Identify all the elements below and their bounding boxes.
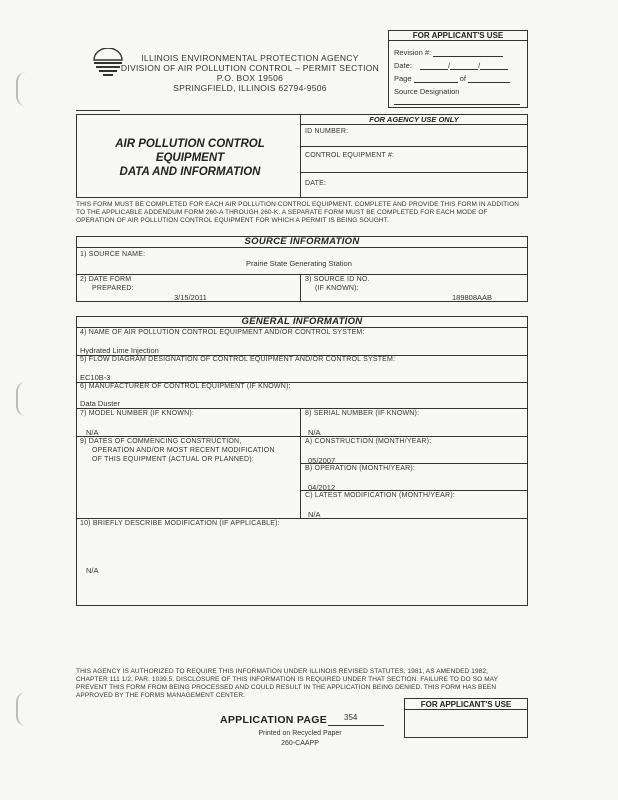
q9a-value[interactable]: 05/2007 (308, 456, 336, 465)
instructions-line3: OPERATION OF AIR POLLUTION CONTROL EQUIPMENT FOR WHICH A PERMIT IS BEING SOUGHT. (76, 217, 389, 224)
agency-name: ILLINOIS ENVIRONMENTAL PROTECTION AGENCY (141, 53, 359, 63)
q9-label-line2: OPERATION AND/OR MOST RECENT MODIFICATION (92, 447, 275, 454)
q9a-label: A) CONSTRUCTION (MONTH/YEAR): (305, 438, 432, 445)
source-id-value[interactable]: 189808AAB (452, 293, 493, 302)
general-information-header: GENERAL INFORMATION (76, 316, 528, 328)
q6-label: 6) MANUFACTURER OF CONTROL EQUIPMENT (IF KNOWN): (80, 383, 291, 390)
form-number: 260-CAAPP (281, 740, 319, 747)
source-name-value[interactable]: Prairie State Generating Station (246, 259, 352, 268)
agency-date-label: DATE: (305, 180, 327, 187)
form-title-line3: DATA AND INFORMATION (119, 166, 261, 178)
page-field[interactable] (414, 82, 458, 83)
q9c-label: C) LATEST MODIFICATION (MONTH/YEAR): (305, 492, 455, 499)
divider (76, 408, 528, 409)
hole-punch-mark (16, 72, 28, 106)
date-form-prepared-value[interactable]: 3/15/2011 (174, 293, 207, 302)
authority-line3: PREVENT THIS FORM FROM BEING PROCESSED AND COULD RESULT IN THE APPLICATION BEING DENIED. THIS FORM HAS BEEN (76, 684, 497, 691)
instructions-line1: THIS FORM MUST BE COMPLETED FOR EACH AIR POLLUTION CONTROL EQUIPMENT. COMPLETE AND PROVIDE THIS FORM IN ADDITION (76, 201, 520, 208)
instructions-line2: TO THE APPLICABLE ADDENDUM FORM 260-A THROUGH 260-K. A SEPARATE FORM MUST BE COMPLETED FOR EACH MODE OF (76, 209, 488, 216)
q5-label: 5) FLOW DIAGRAM DESIGNATION OF CONTROL EQUIPMENT AND/OR CONTROL SYSTEM: (80, 356, 396, 363)
q4-label: 4) NAME OF AIR POLLUTION CONTROL EQUIPMENT AND/OR CONTROL SYSTEM: (80, 329, 365, 336)
page-of-field[interactable] (468, 82, 510, 83)
agency-division: DIVISION OF AIR POLLUTION CONTROL – PERMIT SECTION (120, 63, 380, 73)
q9b-label: B) OPERATION (MONTH/YEAR): (305, 465, 416, 472)
divider (300, 114, 301, 198)
date-label: Date: / / (394, 61, 508, 70)
divider (76, 110, 120, 111)
application-page-value[interactable]: 354 (344, 713, 358, 722)
divider (300, 463, 528, 464)
applicant-use-title: FOR APPLICANT'S USE (388, 31, 528, 41)
q10-label: 10) BRIEFLY DESCRIBE MODIFICATION (IF APPLICABLE): (80, 520, 280, 527)
revision-label: Revision #: (394, 48, 503, 57)
authority-line4: APPROVED BY THE FORMS MANAGEMENT CENTER. (76, 692, 246, 699)
divider (76, 274, 528, 275)
agency-po-box: P.O. BOX 19506 (216, 73, 284, 83)
date-day-field[interactable] (450, 69, 478, 70)
q7-label: 7) MODEL NUMBER (IF KNOWN): (80, 410, 195, 417)
q9-label-line1: 9) DATES OF COMMENCING CONSTRUCTION, (80, 438, 242, 445)
date-year-field[interactable] (480, 69, 508, 70)
q7-value[interactable]: N/A (86, 428, 99, 437)
revision-field[interactable] (433, 56, 503, 57)
agency-use-title: FOR AGENCY USE ONLY (300, 115, 528, 125)
application-page-line (328, 725, 384, 726)
printed-on-recycled: Printed on Recycled Paper (258, 730, 342, 737)
q8-label: 8) SERIAL NUMBER (IF KNOWN): (305, 410, 420, 417)
q10-value[interactable]: N/A (86, 566, 99, 575)
date-month-field[interactable] (420, 69, 448, 70)
date-form-prepared-label-cont: PREPARED: (92, 285, 134, 292)
q5-value[interactable]: EC10B-3 (80, 373, 111, 382)
source-designation-field[interactable] (394, 104, 520, 105)
divider (300, 490, 528, 491)
agency-city: SPRINGFIELD, ILLINOIS 62794-9506 (173, 83, 327, 93)
q9-label-line3: OF THIS EQUIPMENT (ACTUAL OR PLANNED): (92, 456, 254, 463)
id-number-label: ID NUMBER: (305, 128, 349, 135)
q9b-value[interactable]: 04/2012 (308, 483, 336, 492)
divider (76, 518, 528, 519)
application-page-label: APPLICATION PAGE (220, 714, 328, 726)
authority-line2: CHAPTER 111 1/2, PAR. 1039.5. DISCLOSURE OF THIS INFORMATION IS REQUIRED UNDER THAT SECTION. FAILURE TO DO SO MAY (76, 676, 499, 683)
authority-line1: THIS AGENCY IS AUTHORIZED TO REQUIRE THIS INFORMATION UNDER ILLINOIS REVISED STATUTES, 1981, AS AMENDED 1982, (76, 668, 489, 675)
q4-value[interactable]: Hydrated Lime Injection (80, 346, 159, 355)
applicant-use-title-bottom: FOR APPLICANT'S USE (404, 700, 528, 710)
q6-value[interactable]: Data Duster (80, 399, 121, 408)
hole-punch-mark (16, 692, 28, 726)
hole-punch-mark (16, 382, 28, 416)
divider (300, 172, 528, 173)
source-id-label-cont: (IF KNOWN): (315, 285, 359, 292)
control-equipment-number-label: CONTROL EQUIPMENT #: (305, 152, 395, 159)
divider (300, 146, 528, 147)
date-form-prepared-label: 2) DATE FORM (80, 276, 132, 283)
form-title-line2: EQUIPMENT (155, 152, 225, 164)
source-information-header: SOURCE INFORMATION (76, 236, 528, 248)
divider (76, 436, 528, 437)
page-label: Page of (394, 74, 510, 83)
source-id-label: 3) SOURCE ID NO. (305, 276, 370, 283)
divider (300, 274, 301, 302)
source-designation-label: Source Designation (394, 87, 460, 96)
q9c-value[interactable]: N/A (308, 510, 321, 519)
q8-value[interactable]: N/A (308, 428, 321, 437)
source-name-label: 1) SOURCE NAME: (80, 251, 146, 258)
form-title-line1: AIR POLLUTION CONTROL (115, 138, 265, 150)
